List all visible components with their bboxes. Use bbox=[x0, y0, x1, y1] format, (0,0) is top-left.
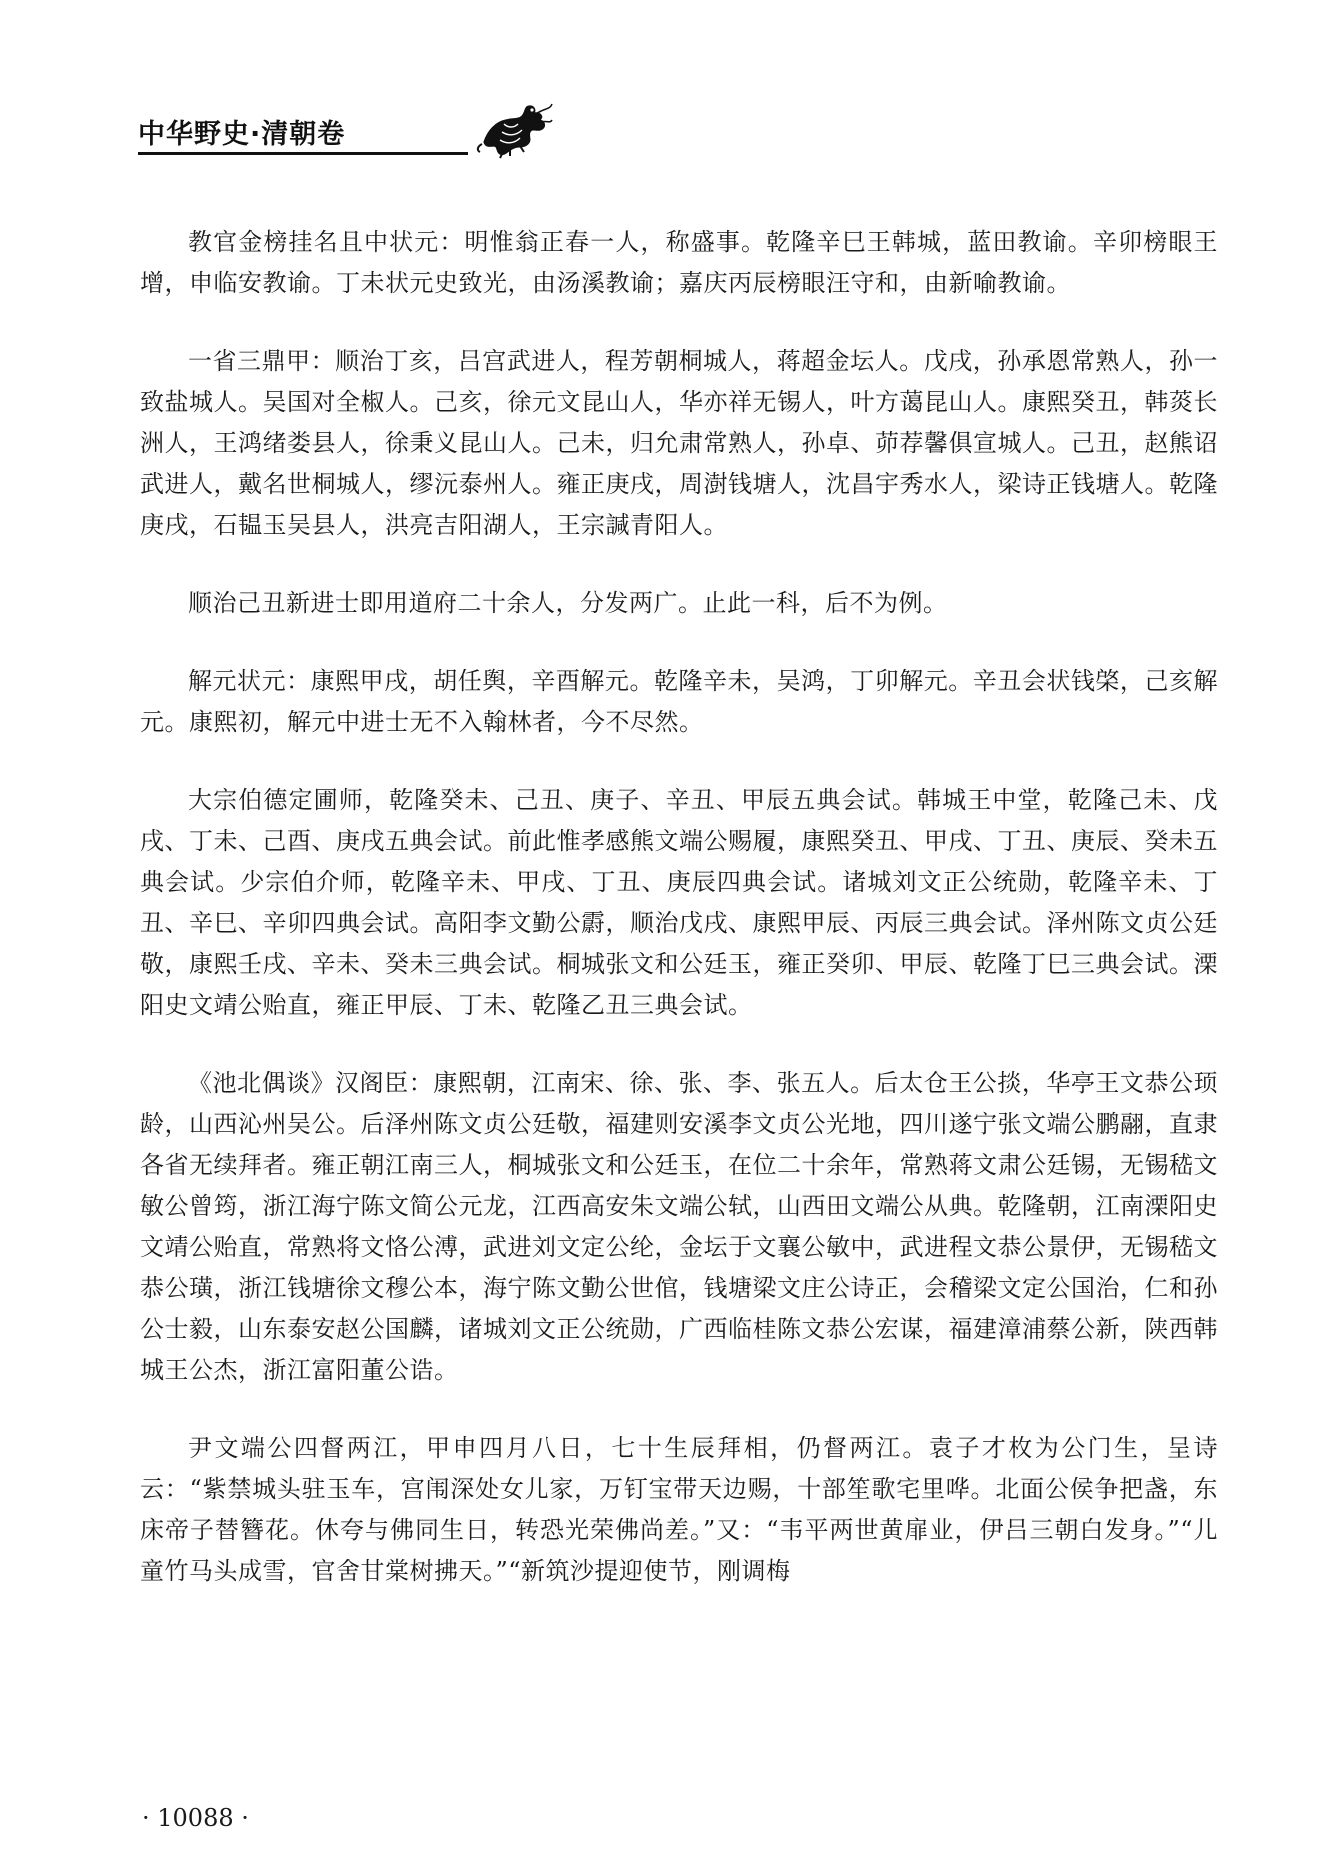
page-number: · 10088 · bbox=[142, 1804, 249, 1832]
paragraph-5: 大宗伯德定圃师，乾隆癸未、己丑、庚子、辛丑、甲辰五典会试。韩城王中堂，乾隆己未、戊戌、丁未、己酉、庚戌五典会试。前此惟孝感熊文端公赐履，康熙癸丑、甲戌、丁丑、庚辰、癸未五典会试。少宗伯介师，乾隆辛未、甲戌、丁丑、庚辰四典会试。诸城刘文正公统勋，乾隆辛未、丁丑、辛巳、辛卯四典会试。高阳李文勤公霨，顺治戊戌、康熙甲辰、丙辰三典会试。泽州陈文贞公廷敬，康熙壬戌、辛未、癸未三典会试。桐城张文和公廷玉，雍正癸卯、甲辰、乾隆丁巳三典会试。溧阳史文靖公贻直，雍正甲辰、丁未、乾隆乙丑三典会试。 bbox=[140, 786, 1218, 1019]
paragraph-6: 《池北偶谈》汉阁臣：康熙朝，江南宋、徐、张、李、张五人。后太仓王公掞，华亭王文恭公顼龄，山西沁州吴公。后泽州陈文贞公廷敬，福建则安溪李文贞公光地，四川遂宁张文端公鹏翮，直隶各省无续拜者。雍正朝江南三人，桐城张文和公廷玉，在位二十余年，常熟蒋文肃公廷锡，无锡嵇文敏公曾筠，浙江海宁陈文简公元龙，江西高安朱文端公轼，山西田文端公从典。乾隆朝，江南溧阳史文靖公贻直，常熟将文恪公溥，武进刘文定公纶，金坛于文襄公敏中，武进程文恭公景伊，无锡嵇文恭公璜，浙江钱塘徐文穆公本，海宁陈文勤公世倌，钱塘梁文庄公诗正，会稽梁文定公国治，仁和孙公士毅，山东泰安赵公国麟，诸城刘文正公统勋，广西临桂陈文恭公宏谋，福建漳浦蔡公新，陕西韩城王公杰，浙江富阳董公诰。 bbox=[140, 1069, 1218, 1384]
dragon-emblem-icon bbox=[474, 100, 554, 160]
running-header bbox=[138, 100, 558, 160]
paragraph-7: 尹文端公四督两江，甲申四月八日，七十生辰拜相，仍督两江。袁子才枚为公门生，呈诗云：“紫禁城头驻玉车，宫闱深处女儿家，万钉宝带天边赐，十部笙歌宅里哗。北面公侯争把盏，东床帝子替簪花。休夸与佛同生日，转恐光荣佛尚差。”又：“韦平两世黄扉业，伊吕三朝白发身。”“儿童竹马头成雪，官舍甘棠树拂天。”“新筑沙提迎使节，刚调梅 bbox=[140, 1434, 1218, 1585]
paragraph-3: 顺治己丑新进士即用道府二十余人，分发两广。止此一科，后不为例。 bbox=[188, 589, 948, 617]
page-body bbox=[140, 222, 1218, 1629]
paragraph-4: 解元状元：康熙甲戌，胡任舆，辛酉解元。乾隆辛未，吴鸿，丁卯解元。辛丑会状钱棨，己亥解元。康熙初，解元中进士无不入翰林者，今不尽然。 bbox=[140, 667, 1218, 736]
paragraph-1: 教官金榜挂名且中状元：明惟翁正春一人，称盛事。乾隆辛巳王韩城，蓝田教谕。辛卯榜眼王增，申临安教谕。丁未状元史致光，由汤溪教谕；嘉庆丙辰榜眼汪守和，由新喻教谕。 bbox=[140, 228, 1218, 297]
book-title: 中华野史·清朝卷 bbox=[138, 119, 346, 150]
paragraph-2: 一省三鼎甲：顺治丁亥，吕宫武进人，程芳朝桐城人，蒋超金坛人。戊戌，孙承恩常熟人，孙一致盐城人。吴国对全椒人。己亥，徐元文昆山人，华亦祥无锡人，叶方蔼昆山人。康熙癸丑，韩菼长洲人，王鸿绪娄县人，徐秉义昆山人。己未，归允肃常熟人，孙卓、茆荐馨俱宣城人。己丑，赵熊诏武进人，戴名世桐城人，缪沅泰州人。雍正庚戌，周澍钱塘人，沈昌宇秀水人，梁诗正钱塘人。乾隆庚戌，石韫玉吴县人，洪亮吉阳湖人，王宗諴青阳人。 bbox=[140, 347, 1218, 539]
header-rule bbox=[138, 152, 468, 155]
